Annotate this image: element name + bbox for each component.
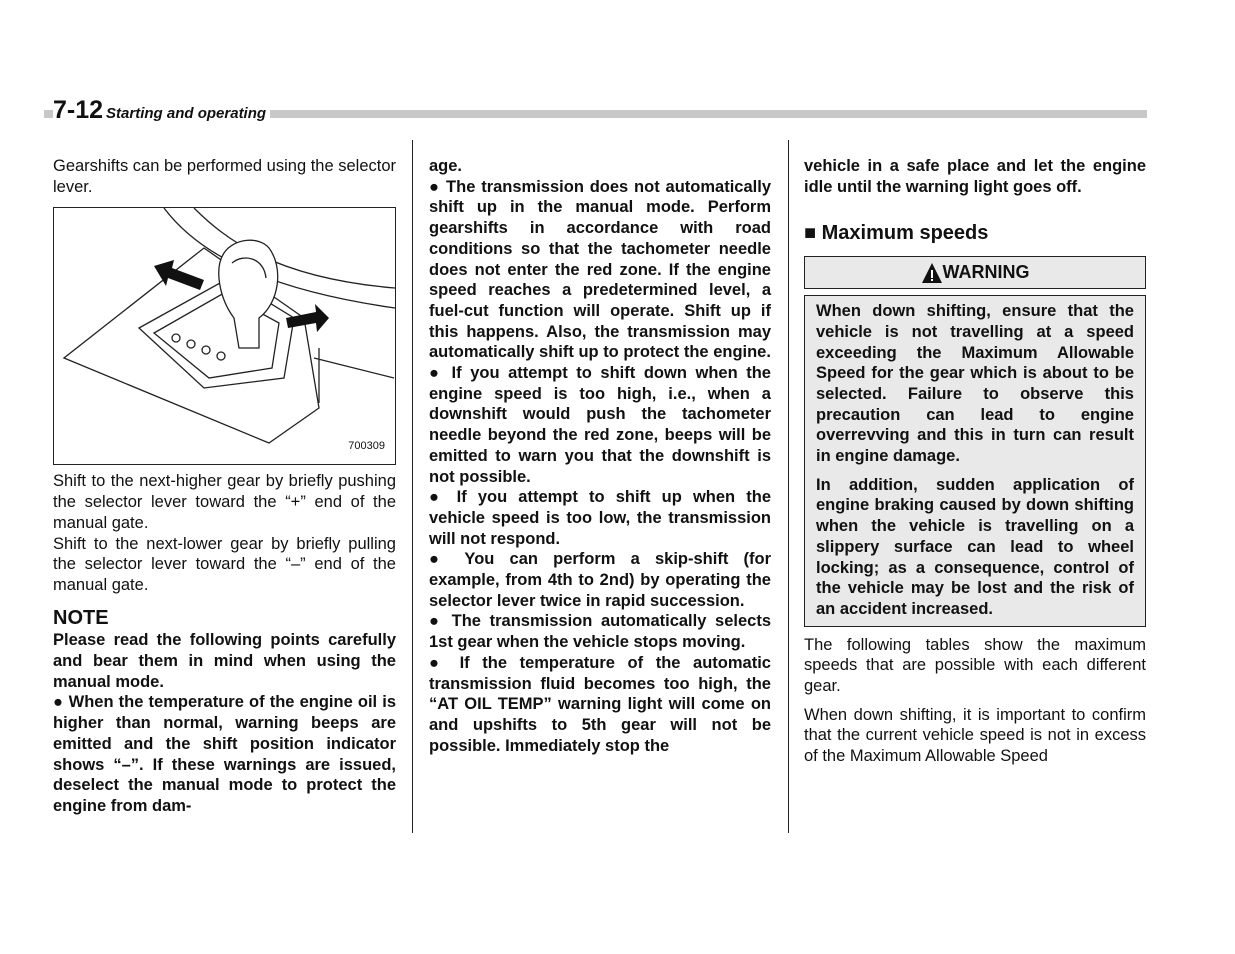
page-number: 7-12 <box>53 96 106 124</box>
shift-lever-figure <box>53 207 396 465</box>
warning-box <box>804 295 1146 627</box>
warning-label: WARNING <box>942 262 1030 283</box>
gear-selector-illustration <box>54 208 395 464</box>
body-text: The following tables show the maximum speeds that are possible with each different gear. <box>804 635 1146 696</box>
note-bullet: ● The transmission does not automatically shift up in the manual mode. Perform gearshifts in accordance with road conditions so that the tachometer needle does not enter the red zone. If the engine speed reaches a predetermined level, a fuel-cut function will operate. Shift up if this happens. Also, the transmission may automatically shift up to protect the engine. <box>429 177 771 362</box>
column-2 <box>429 156 771 756</box>
shift-up-text: Shift to the next-higher gear by briefly pushing the selector lever toward the “+” end of the manual gate. <box>53 472 396 532</box>
note-bullet: ● If the temperature of the automatic transmission fluid becomes too high, the “AT OIL TEMP” warning light will come on and upshifts to 5th gear will not be possible. Immediately stop the <box>429 653 771 755</box>
warning-header <box>804 256 1146 289</box>
column-divider <box>788 140 789 833</box>
note-bullet: ● When the temperature of the engine oil is higher than normal, warning beeps are emitted and the shift position indicator shows “–”. If these warnings are issued, deselect the manual mode to protect the engine from dam- <box>53 693 396 815</box>
intro-text: Gearshifts can be performed using the selector lever. <box>53 157 397 196</box>
continued-text: age. <box>429 157 463 175</box>
shift-down-text: Shift to the next-lower gear by briefly pulling the selector lever toward the “–” end of the manual gate. <box>53 534 396 594</box>
figure-id: 700309 <box>348 439 385 452</box>
arrow-plus-icon <box>154 260 204 290</box>
body-text: When down shifting, it is important to confirm that the current vehicle speed is not in excess of the Maximum Allowable Speed <box>804 705 1146 766</box>
continued-text: vehicle in a safe place and let the engine idle until the warning light goes off. <box>804 157 1146 196</box>
warning-triangle-icon <box>921 262 943 284</box>
note-intro: Please read the following points carefully and bear them in mind when using the manual mode. <box>53 631 396 691</box>
section-heading: ■ Maximum speeds <box>804 222 989 245</box>
column-3 <box>804 156 1146 767</box>
note-bullet: ● You can perform a skip-shift (for example, from 4th to 2nd) by operating the selector lever twice in rapid succession. <box>429 550 771 610</box>
warning-text: In addition, sudden application of engine braking caused by down shifting when the vehicle is travelling on a slippery surface can lead to wheel locking; as a consequence, control of the vehicle may be lost and the risk of an accident increased. <box>816 475 1134 618</box>
note-bullet: ● The transmission automatically selects 1st gear when the vehicle stops moving. <box>429 612 771 652</box>
note-bullet: ● If you attempt to shift down when the engine speed is too high, i.e., when a downshift would push the tachometer needle beyond the red zone, beeps will be emitted to warn you that the downshift is not possible. <box>429 364 771 486</box>
page-header <box>53 96 270 125</box>
note-bullet: ● If you attempt to shift up when the vehicle speed is too low, the transmission will not respond. <box>429 488 771 548</box>
note-heading: NOTE <box>53 606 109 629</box>
section-title: Starting and operating <box>106 105 270 122</box>
warning-text: When down shifting, ensure that the vehicle is not travelling at a speed exceeding the Maximum Allowable Speed for the gear which is about to be selected. Failure to observe this precaution can lead to engine overrevving and this in turn can result in engine damage. <box>816 302 1134 466</box>
column-divider <box>412 140 413 833</box>
column-1 <box>53 156 396 817</box>
